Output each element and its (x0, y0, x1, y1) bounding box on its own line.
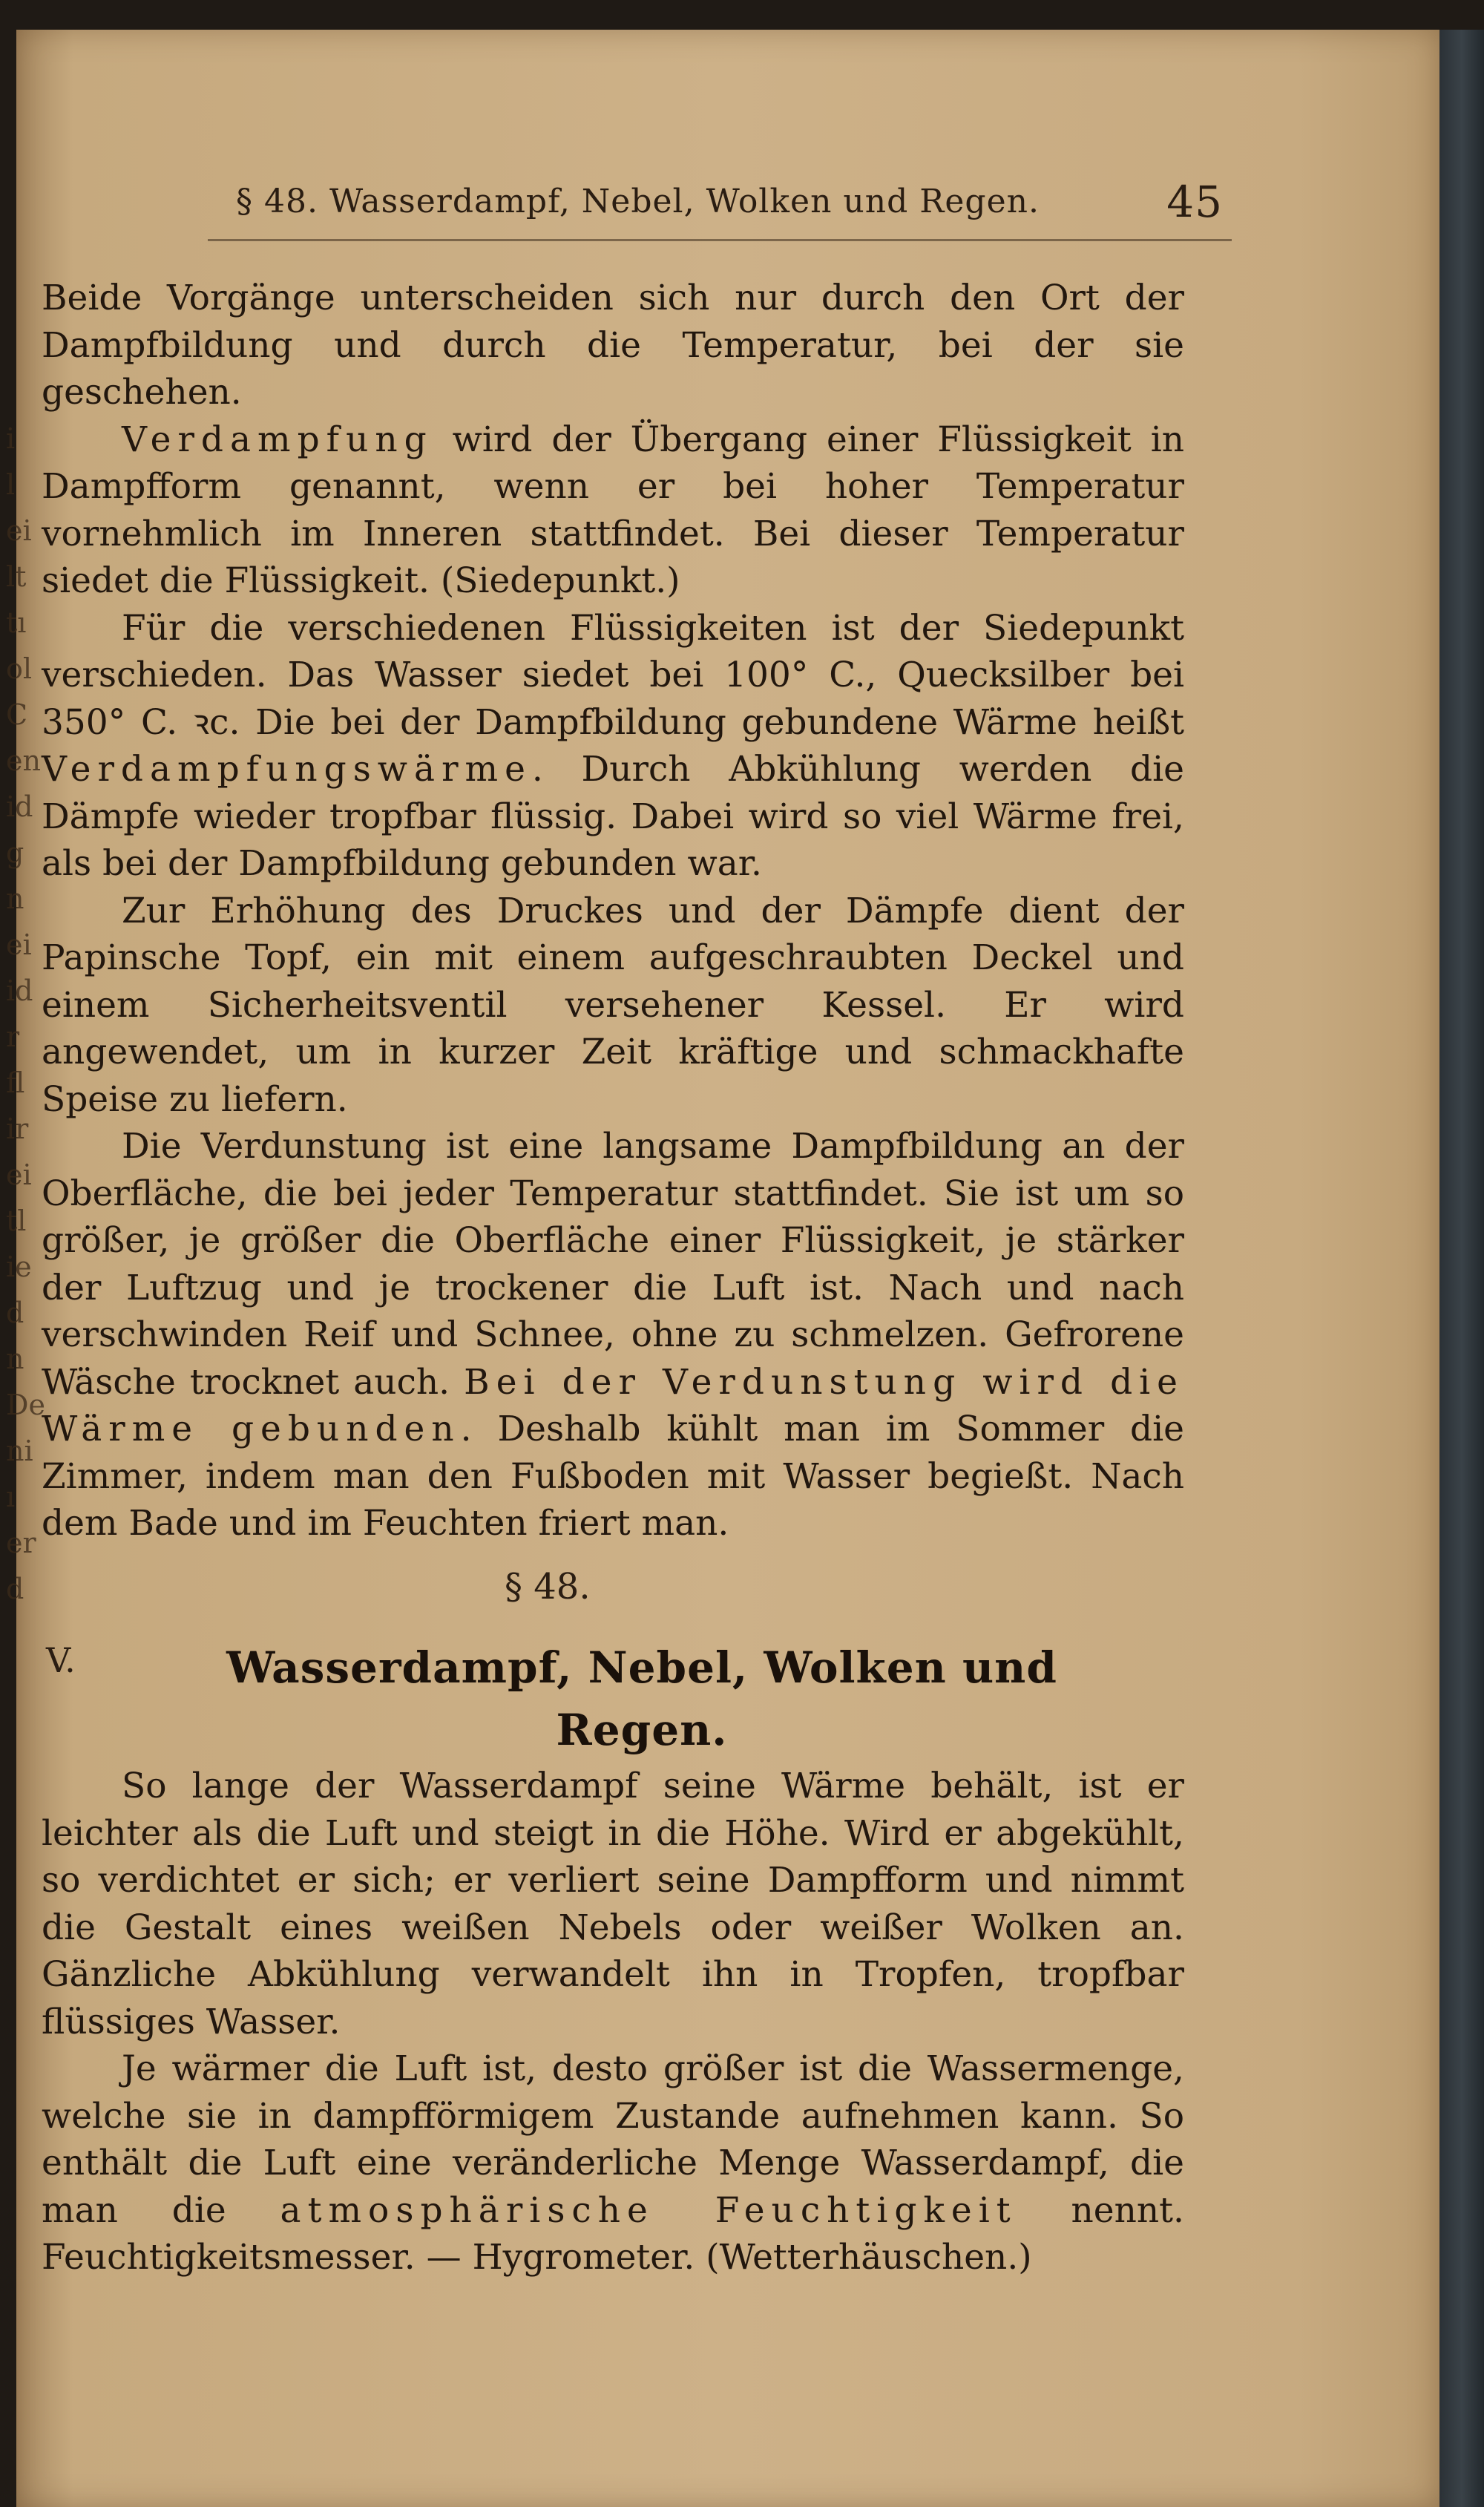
bleed-fragment: en (6, 744, 41, 777)
paragraph-5: Die Verdunstung ist eine langsame Dampfbildung an der Oberfläche, die bei jeder Temperatur stattfindet. Sie ist um so größer, je größer die Oberfläche einer Flüssigkeit, je stärker der Luftzug und je trockener die Luft ist. Nach und nach verschwinden Reif und Schnee, ohne zu schmelzen. Gefrorene Wäsche trocknet auch. Bei der Verdunstung wird die Wärme gebunden. Deshalb kühlt man im Sommer die Zimmer, indem man den Fußboden mit Wasser begießt. Nach dem Bade und im Feuchten friert man. (42, 1126, 1184, 1544)
paragraph-1: Beide Vorgänge unterscheiden sich nur durch den Ort der Dampfbildung und durch die Temperatur, bei der sie geschehen. (42, 278, 1184, 413)
emphasis-feuchtigkeit: atmosphärische Feuchtigkeit (280, 2189, 1017, 2231)
header-rule (208, 239, 1232, 241)
paragraph-3: Für die verschiedenen Flüssigkeiten ist der Siedepunkt verschieden. Das Wasser siedet bei 100° C., Quecksilber bei 350° C. ꝛc. Die bei der Dampfbildung gebundene Wärme heißt Verdampfungswärme. Durch Abkühlung werden die Dämpfe wieder tropfbar flüssig. Dabei wird so viel Wärme frei, als bei der Dampfbildung gebunden war. (42, 607, 1184, 884)
bleed-fragment: i (6, 422, 16, 455)
bleed-fragment: id (6, 790, 33, 823)
body-text-top (42, 275, 1184, 1547)
bleed-fragment: ol (6, 652, 33, 685)
bleed-fragment: ı (6, 1481, 16, 1513)
bleed-fragment: er (6, 1527, 36, 1559)
emphasis-verdampfung: Verdampfung (122, 419, 433, 460)
facing-page-bleed (6, 416, 45, 1612)
bleed-fragment: d (6, 1297, 24, 1329)
bleed-fragment: De (6, 1389, 45, 1421)
bleed-fragment: tı (6, 606, 27, 639)
chapter-roman-numeral: V. (46, 1640, 76, 1680)
bleed-fragment: ir (6, 1112, 29, 1145)
section-number: § 48. (505, 1566, 591, 1608)
bleed-fragment: fl (6, 1066, 25, 1099)
paragraph-7: Je wärmer die Luft ist, desto größer ist die Wassermenge, welche sie in dampfförmigem Zustande aufnehmen kann. So enthält die Luft eine veränderliche Menge Wasserdampf, die man die atmosphärische Feuchtigkeit nennt. Feuchtigkeitsmesser. — Hygrometer. (Wetterhäuschen.) (42, 2048, 1184, 2278)
bleed-fragment: ei (6, 1159, 32, 1191)
bleed-fragment: ni (6, 1435, 33, 1467)
running-header (236, 177, 1223, 227)
bleed-fragment: C (6, 698, 28, 731)
bleed-fragment: lt (6, 560, 27, 593)
section-title (178, 1636, 1106, 1761)
paragraph-6: So lange der Wasserdampf seine Wärme behält, ist er leichter als die Luft und steigt in die Höhe. Wird er abgekühlt, so verdichtet er sich; er verliert seine Dampfform und nimmt die Gestalt eines weißen Nebels oder weißer Wolken an. Gänzliche Abkühlung verwandelt ihn in Tropfen, tropfbar flüssiges Wasser. (42, 1766, 1184, 2042)
bleed-fragment: n (6, 1343, 24, 1375)
bleed-fragment: ie (6, 1251, 32, 1283)
section-title-line-1: Wasserdampf, Nebel, Wolken und (226, 1642, 1057, 1693)
section-title-line-2: Regen. (556, 1705, 728, 1755)
page-number: 45 (1166, 177, 1223, 227)
header-title: § 48. Wasserdampf, Nebel, Wolken und Regen. (236, 183, 1040, 220)
bleed-fragment: r (6, 1020, 20, 1053)
body-text-bottom (42, 1763, 1184, 2281)
bleed-fragment: l (6, 468, 16, 501)
bleed-fragment: ei (6, 928, 32, 961)
bleed-fragment: tl (6, 1205, 27, 1237)
emphasis-verdampfungswaerme: Verdampfungswärme (42, 749, 532, 790)
bleed-fragment: g (6, 836, 24, 869)
paragraph-2: Verdampfung wird der Übergang einer Flüssigkeit in Dampfform genannt, wenn er bei hoher Temperatur vornehmlich im Inneren stattfindet. Bei dieser Temperatur siedet die Flüssigkeit. (Siedepunkt.) (42, 419, 1184, 601)
emphasis-verdunstung: Bei der Verdunstung wird die Wärme gebunden (42, 1361, 1184, 1449)
bleed-fragment: n (6, 882, 24, 915)
bleed-fragment: id (6, 974, 33, 1007)
bleed-fragment: d (6, 1573, 24, 1605)
paragraph-4: Zur Erhöhung des Druckes und der Dämpfe dient der Papinsche Topf, ein mit einem aufgeschraubten Deckel und einem Sicherheitsventil versehener Kessel. Er wird angewendet, um in kurzer Zeit kräftige und schmackhafte Speise zu liefern. (42, 890, 1184, 1120)
bleed-fragment: ei (6, 514, 32, 547)
book-spine (1439, 30, 1484, 2507)
